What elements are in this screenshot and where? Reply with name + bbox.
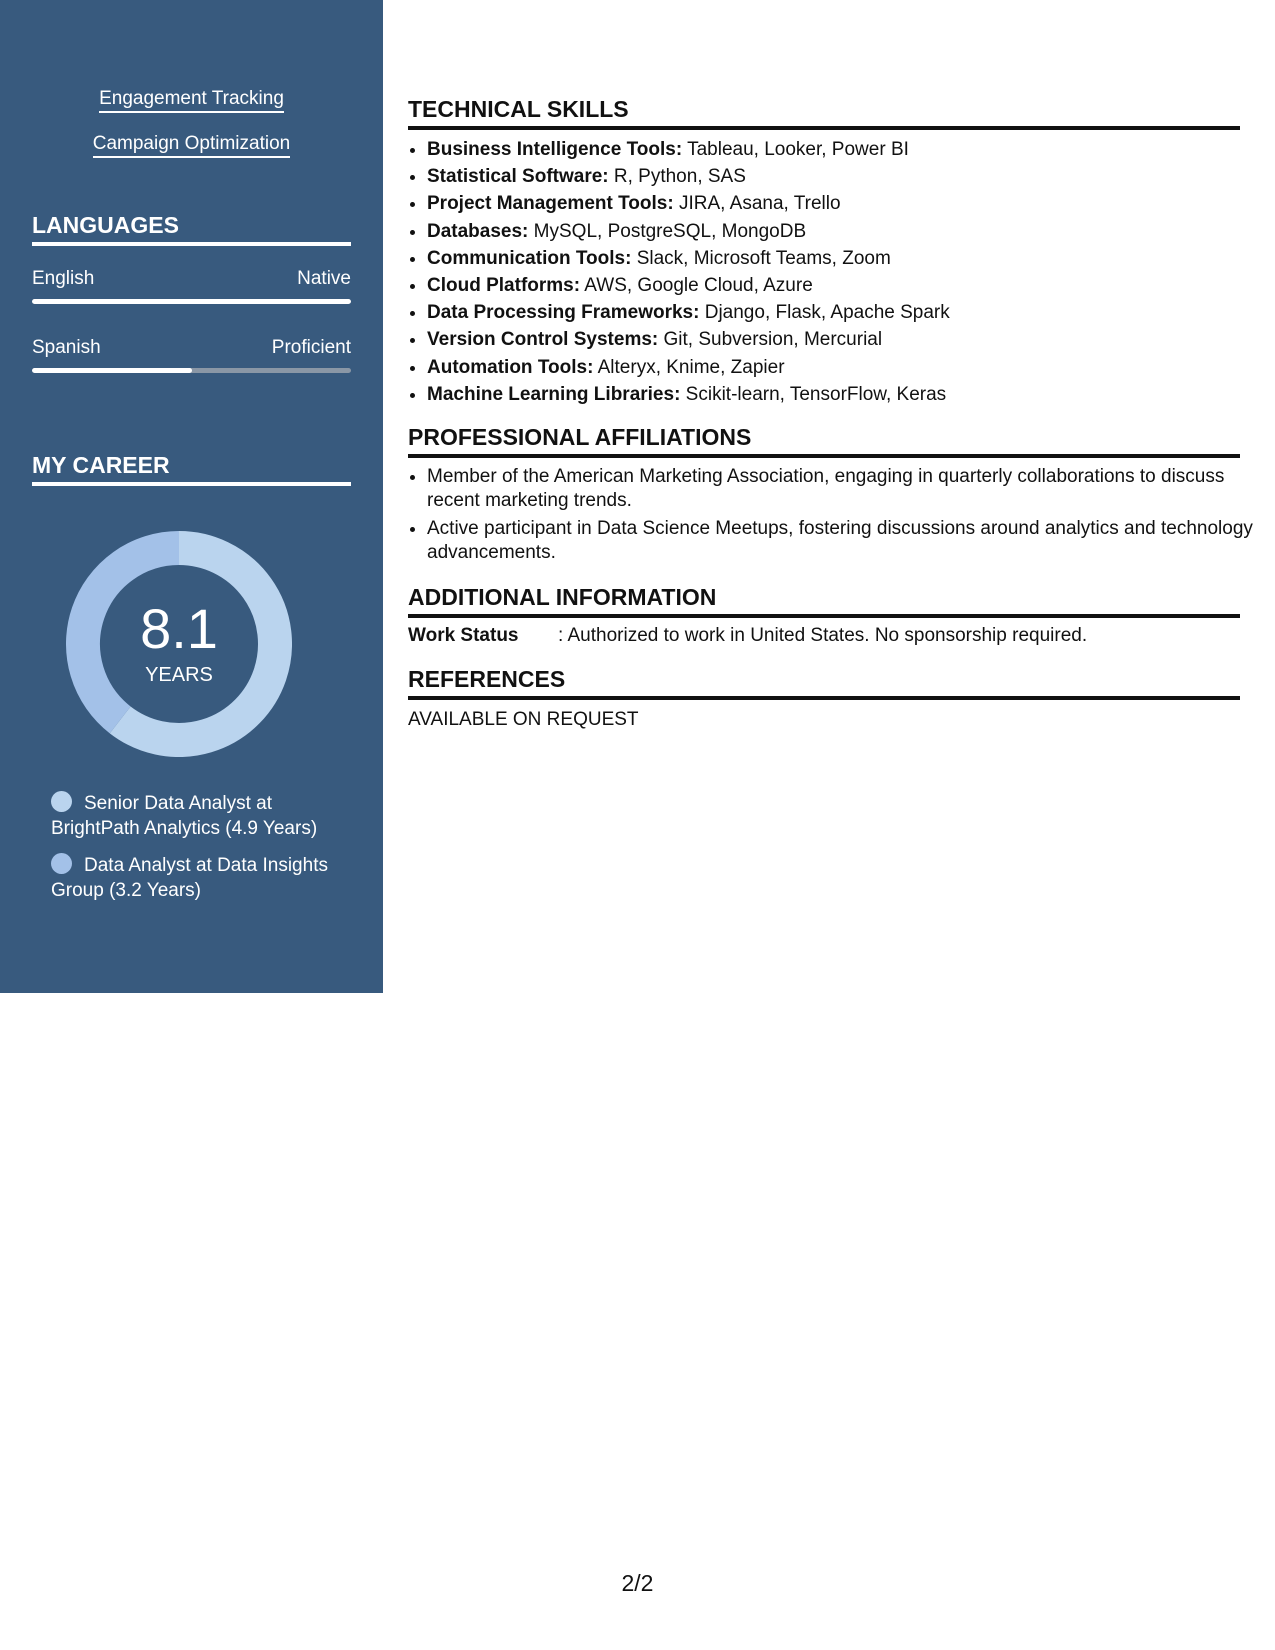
skill-values: Scikit-learn, TensorFlow, Keras xyxy=(680,383,947,405)
skill-category: Business Intelligence Tools: xyxy=(427,139,683,160)
list-item xyxy=(427,272,1259,299)
skill-values: JIRA, Asana, Trello xyxy=(673,193,841,215)
references-heading: REFERENCES xyxy=(408,666,1240,700)
career-item-text: Data Analyst at Data Insights Group (3.2 Years) xyxy=(51,855,328,901)
language-proficiency-bar xyxy=(32,368,351,373)
skill-values: Tableau, Looker, Power BI xyxy=(682,139,909,160)
skill-values: Slack, Microsoft Teams, Zoom xyxy=(631,247,891,269)
skill-tag-label: Engagement Tracking xyxy=(99,88,284,113)
list-item xyxy=(427,136,1259,163)
skill-category: Machine Learning Libraries: xyxy=(427,383,681,405)
career-years-label: YEARS xyxy=(145,664,213,686)
list-item xyxy=(427,245,1259,272)
work-status-label: Work Status xyxy=(408,625,519,646)
skill-values: Alteryx, Knime, Zapier xyxy=(593,356,785,378)
language-proficiency-fill xyxy=(32,299,351,304)
skill-category: Project Management Tools: xyxy=(427,193,674,215)
references-text: AVAILABLE ON REQUEST xyxy=(408,709,639,730)
work-status-row xyxy=(408,624,1240,648)
affiliations-heading: PROFESSIONAL AFFILIATIONS xyxy=(408,424,1240,458)
list-item xyxy=(427,218,1259,245)
skill-values: AWS, Google Cloud, Azure xyxy=(580,275,813,297)
skill-category: Statistical Software: xyxy=(427,166,609,188)
skill-tag-label: Campaign Optimization xyxy=(93,133,290,158)
career-total-years: 8.1 xyxy=(140,597,218,660)
language-row-spanish xyxy=(32,337,351,359)
career-item-text: Senior Data Analyst at BrightPath Analytics (4.9 Years) xyxy=(51,793,318,839)
career-legend-dot xyxy=(51,791,72,812)
language-name: English xyxy=(32,268,95,289)
list-item xyxy=(427,190,1259,217)
technical-skills-list xyxy=(408,136,1259,408)
language-proficiency-bar xyxy=(32,299,351,304)
skill-category: Version Control Systems: xyxy=(427,329,659,351)
skill-category: Communication Tools: xyxy=(427,247,632,269)
list-item xyxy=(427,354,1259,381)
career-item xyxy=(51,853,341,903)
career-heading: MY CAREER xyxy=(32,452,351,486)
skill-category: Automation Tools: xyxy=(427,356,594,378)
affiliations-list xyxy=(408,465,1259,569)
career-donut-chart xyxy=(66,531,292,757)
list-item: • Member of the American Marketing Association, engaging in quarterly collaborations to discuss recent marketing trends. xyxy=(427,465,1259,513)
skill-values: Django, Flask, Apache Spark xyxy=(699,302,950,324)
career-legend-dot xyxy=(51,853,72,874)
career-item xyxy=(51,791,341,841)
page-number: 2/2 xyxy=(621,1570,654,1596)
list-item xyxy=(427,381,1259,408)
list-item xyxy=(427,163,1259,190)
list-item xyxy=(427,299,1259,326)
skill-category: Databases: xyxy=(427,220,529,242)
language-proficiency-fill xyxy=(32,368,192,373)
skill-values: Git, Subversion, Mercurial xyxy=(658,329,883,351)
skill-values: MySQL, PostgreSQL, MongoDB xyxy=(528,220,807,242)
skill-values: R, Python, SAS xyxy=(608,166,746,188)
language-level: Proficient xyxy=(271,337,351,358)
additional-info-heading: ADDITIONAL INFORMATION xyxy=(408,584,1240,618)
language-level: Native xyxy=(297,268,351,289)
language-name: Spanish xyxy=(32,337,101,358)
skill-category: Data Processing Frameworks: xyxy=(427,302,700,324)
skill-tag xyxy=(0,88,383,113)
sidebar xyxy=(0,0,383,993)
skill-tag xyxy=(0,133,383,158)
languages-heading: LANGUAGES xyxy=(32,212,351,246)
language-row-english xyxy=(32,268,351,290)
list-item: • Active participant in Data Science Meetups, fostering discussions around analytics and technology advancements. xyxy=(427,517,1259,565)
skill-category: Cloud Platforms: xyxy=(427,275,581,297)
technical-skills-heading: TECHNICAL SKILLS xyxy=(408,96,1240,130)
work-status-value: : Authorized to work in United States. No sponsorship required. xyxy=(558,625,1088,646)
list-item xyxy=(427,326,1259,353)
